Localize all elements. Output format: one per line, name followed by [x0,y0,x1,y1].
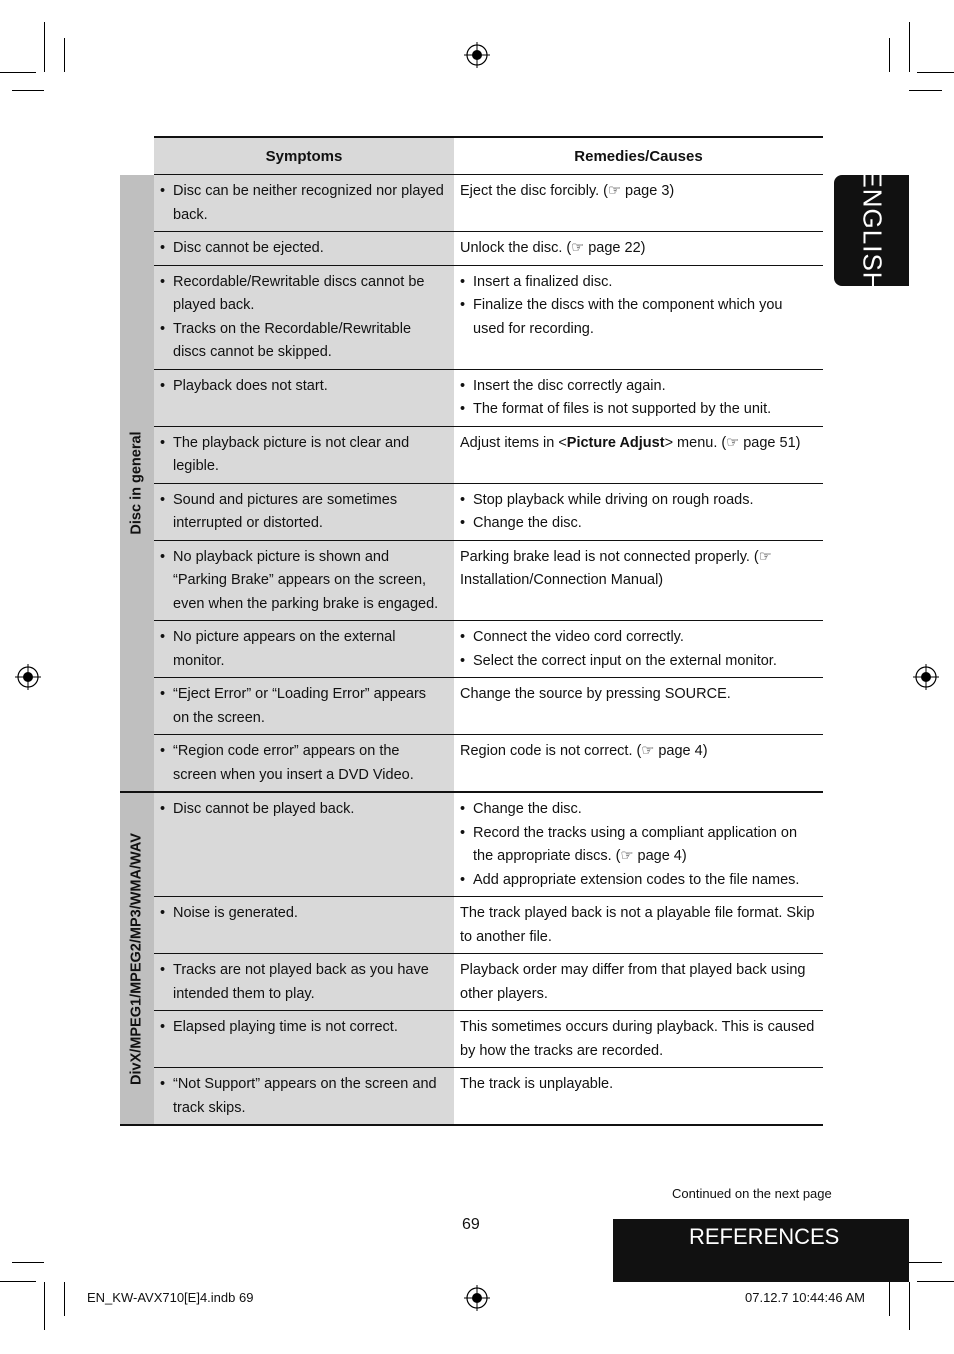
symptom-list [160,546,446,617]
table-header-row [120,137,823,175]
table-row [120,621,823,678]
symptom-list [160,798,446,822]
symptom-cell [154,954,454,1011]
symptom-item: • No playback picture is shown and “Parking Brake” appears on the screen, even when the parking brake is engaged. [160,546,446,617]
symptom-list [160,432,446,479]
symptom-item: • Disc cannot be played back. [160,798,446,822]
remedy-text: Eject the disc forcibly. (☞ page 3) [460,183,675,199]
remedy-list [460,626,815,673]
remedy-item: • Change the disc. [460,798,815,822]
remedy-cell [454,678,823,735]
symptom-list [160,683,446,730]
menu-name: Picture Adjust [566,434,665,451]
remedy-text: Parking brake lead is not connected properly. (☞ Installation/Connection Manual) [460,548,772,588]
crop-mark [909,90,942,91]
troubleshooting-table [120,136,823,1126]
table-row [120,369,823,426]
continued-note: Continued on the next page [672,1186,832,1201]
remedy-cell [454,540,823,621]
crop-mark [12,1262,44,1263]
remedy-text: This sometimes occurs during playback. This is caused by how the tracks are recorded. [460,1019,815,1059]
crop-mark [909,1282,910,1330]
section-tab-label: REFERENCES [689,1224,840,1249]
remedy-cell [454,232,823,266]
category-cell [120,175,154,793]
crop-mark [889,1282,890,1316]
remedy-item: • Record the tracks using a compliant application on the appropriate discs. (☞ page 4) [460,822,815,869]
remedy-item: • Insert a finalized disc. [460,271,815,295]
symptom-cell [154,232,454,266]
remedy-text: Region code is not correct. (☞ page 4) [460,743,708,759]
symptom-item: • Recordable/Rewritable discs cannot be played back. [160,271,446,318]
symptom-cell [154,1011,454,1068]
footer-file-info: EN_KW-AVX710[E]4.indb 69 [87,1290,254,1305]
remedy-cell [454,483,823,540]
crop-mark [64,1282,65,1316]
remedy-cell [454,621,823,678]
remedy-item: • Finalize the discs with the component which you used for recording. [460,294,815,341]
symptom-item: • Tracks are not played back as you have intended them to play. [160,959,446,1006]
crop-mark [909,1262,942,1263]
remedy-item: • Stop playback while driving on rough roads. [460,489,815,513]
table-row [120,232,823,266]
remedy-text: The track is unplayable. [460,1076,614,1092]
symptom-list [160,1073,446,1120]
symptom-cell [154,426,454,483]
crop-mark [44,22,45,72]
header-spacer [120,137,154,175]
symptom-cell [154,483,454,540]
remedy-item: • Connect the video cord correctly. [460,626,815,650]
table-row [120,540,823,621]
table-row [120,954,823,1011]
remedy-list [460,271,815,342]
remedy-cell [454,265,823,369]
remedy-text: Unlock the disc. (☞ page 22) [460,240,646,256]
table-row [120,483,823,540]
category-label: DivX/MPEG1/MPEG2/MP3/WMA/WAV [128,832,145,1085]
category-label: Disc in general [128,431,145,535]
remedy-cell [454,954,823,1011]
section-tab [613,1219,909,1282]
symptom-cell [154,369,454,426]
remedy-cell [454,897,823,954]
crosshair-target-icon [15,664,41,690]
symptom-item: • Tracks on the Recordable/Rewritable discs cannot be skipped. [160,318,446,365]
symptom-item: • “Region code error” appears on the screen when you insert a DVD Video. [160,740,446,787]
table-row [120,792,823,897]
remedy-item: • Change the disc. [460,512,815,536]
crop-mark [889,38,890,72]
crop-mark [0,1281,36,1282]
symptom-item: • Playback does not start. [160,375,446,399]
remedy-text: The track played back is not a playable file format. Skip to another file. [460,905,815,945]
page-number: 69 [462,1216,480,1233]
symptom-list [160,271,446,365]
crop-mark [917,1281,954,1282]
remedy-text: Playback order may differ from that played back using other players. [460,962,806,1002]
symptom-cell [154,897,454,954]
remedy-text: Change the source by pressing SOURCE. [460,686,731,702]
footer-timestamp: 07.12.7 10:44:46 AM [745,1290,865,1305]
symptom-list [160,1016,446,1040]
symptom-list [160,180,446,227]
symptom-cell [154,735,454,793]
table-row [120,1068,823,1126]
remedy-cell [454,1011,823,1068]
symptom-item: • Noise is generated. [160,902,446,926]
table-row [120,897,823,954]
symptom-item: • Sound and pictures are sometimes interrupted or distorted. [160,489,446,536]
crosshair-target-icon [913,664,939,690]
symptom-item: • No picture appears on the external monitor. [160,626,446,673]
remedy-text: Adjust items in < [460,434,567,451]
symptom-cell [154,678,454,735]
symptom-cell [154,792,454,897]
remedy-item: • Insert the disc correctly again. [460,375,815,399]
remedy-cell [454,175,823,232]
category-cell [120,792,154,1125]
remedy-item: • Select the correct input on the external monitor. [460,650,815,674]
table-row [120,426,823,483]
remedy-list [460,375,815,422]
symptom-cell [154,540,454,621]
symptom-item: • “Eject Error” or “Loading Error” appears on the screen. [160,683,446,730]
remedy-item: • The format of files is not supported by the unit. [460,398,815,422]
remedy-list [460,489,815,536]
remedy-cell [454,1068,823,1126]
symptom-list [160,237,446,261]
remedy-list [460,798,815,892]
symptom-list [160,375,446,399]
remedy-cell [454,792,823,897]
symptom-list [160,740,446,787]
symptom-item: • Elapsed playing time is not correct. [160,1016,446,1040]
crop-mark [44,1282,45,1330]
symptom-cell [154,1068,454,1126]
symptom-item: • The playback picture is not clear and legible. [160,432,446,479]
language-tab-label: ENGLISH [857,169,887,292]
symptom-list [160,902,446,926]
symptom-item: • Disc cannot be ejected. [160,237,446,261]
crop-mark [0,72,36,73]
remedy-text: > menu. (☞ page 51) [664,434,801,451]
table-row [120,1011,823,1068]
symptom-cell [154,175,454,232]
crop-mark [12,90,44,91]
remedy-cell [454,735,823,793]
crop-mark [64,38,65,72]
crosshair-target-icon [464,1285,490,1311]
symptom-item: • “Not Support” appears on the screen and track skips. [160,1073,446,1120]
language-tab [834,169,909,292]
symptom-cell [154,265,454,369]
symptom-list [160,626,446,673]
remedy-cell [454,426,823,483]
symptom-list [160,489,446,536]
header-remedies: Remedies/Causes [454,137,823,175]
crop-mark [917,72,954,73]
crosshair-target-icon [464,42,490,68]
table-row [120,265,823,369]
table-row [120,678,823,735]
remedy-cell [454,369,823,426]
symptom-list [160,959,446,1006]
symptom-item: • Disc can be neither recognized nor played back. [160,180,446,227]
symptom-cell [154,621,454,678]
table-row [120,735,823,793]
header-symptoms: Symptoms [154,137,454,175]
crop-mark [909,22,910,72]
table-row [120,175,823,232]
remedy-item: • Add appropriate extension codes to the file names. [460,869,815,893]
